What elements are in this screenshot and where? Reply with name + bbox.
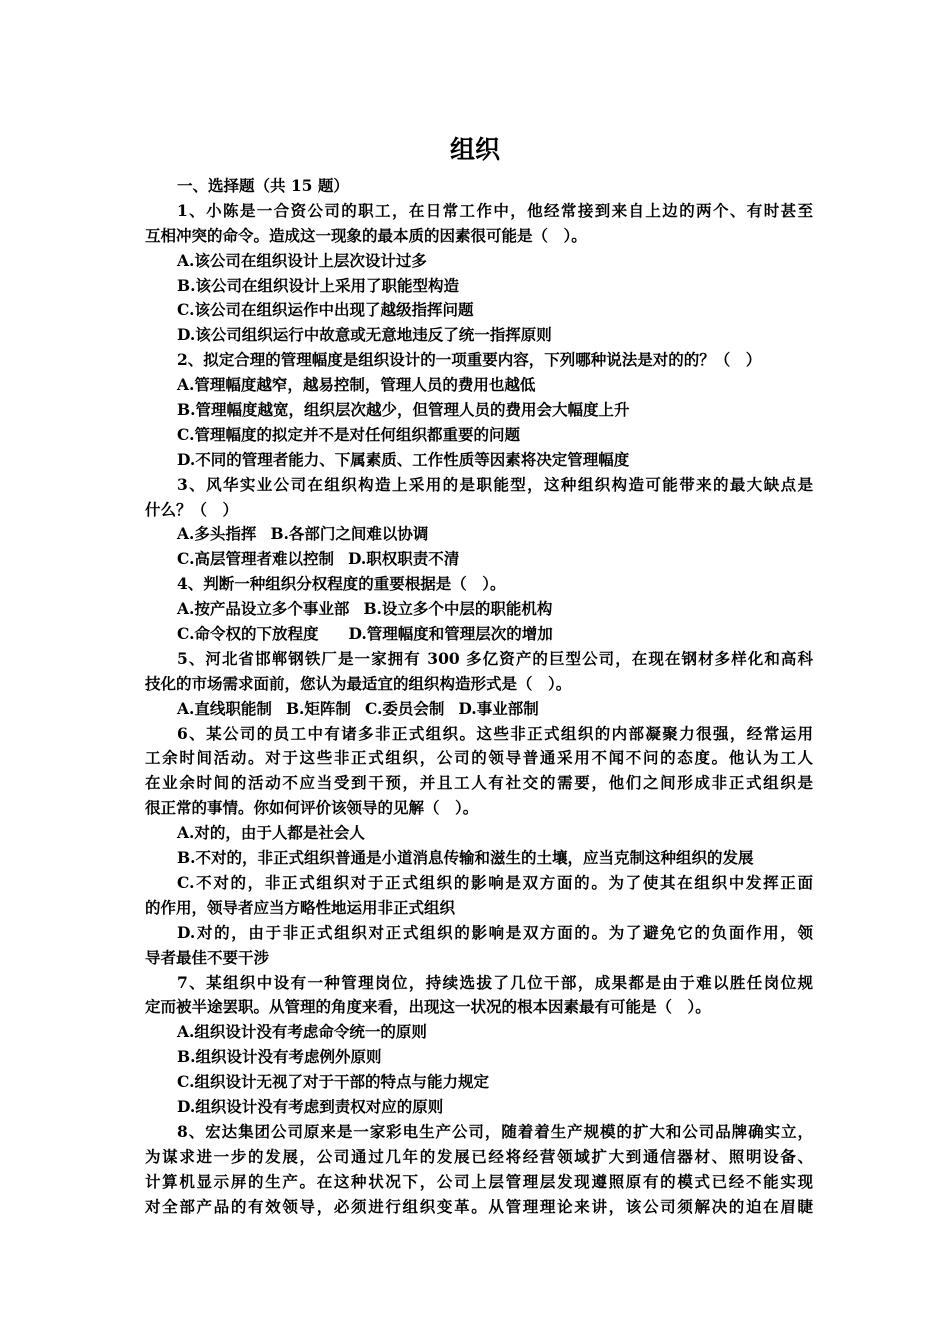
question-2-option-a: A.管理幅度越窄，越易控制，管理人员的费用也越低 (177, 375, 536, 395)
question-7-option-d: D.组织设计没有考虑到责权对应的原则 (177, 1096, 444, 1116)
question-8-stem-line-4: 对全部产品的有效领导，必须进行组织变革。从管理理论来讲，该公司须解决的迫在眉睫 (145, 1196, 813, 1216)
question-7-stem-line-1: 7、某组织中设有一种管理岗位，持续选拔了几位干部，成果都是由于难以胜任岗位规 (177, 972, 813, 992)
question-7-option-a: A.组织设计没有考虑命令统一的原则 (177, 1022, 427, 1042)
question-2-option-b: B.管理幅度越宽，组织层次越少，但管理人员的费用会大幅度上升 (177, 400, 630, 420)
question-6-option-b: B.不对的，非正式组织普通是小道消息传输和滋生的土壤，应当克制这种组织的发展 (177, 848, 754, 868)
question-7-stem-line-2: 定而被半途罢职。从管理的角度来看，出现这一状况的根本因素最有可能是（ ）。 (145, 997, 711, 1017)
question-7-option-c: C.组织设计无视了对于干部的特点与能力规定 (177, 1072, 489, 1092)
question-5-option-a: A.直线职能制 (177, 698, 272, 718)
page-title: 组织 (449, 135, 500, 164)
question-6-stem-line-2: 工余时间活动。对于这些非正式组织，公司的领导普通采用不闻不问的态度。他认为工人 (145, 748, 813, 768)
question-2-stem: 2、拟定合理的管理幅度是组织设计的一项重要内容，下列哪种说法是对的的？（ ） (177, 350, 762, 370)
question-6-option-d-line-1: D.对的，由于非正式组织对正式组织的影响是双方面的。为了避免它的负面作用，领 (177, 922, 813, 942)
question-3-option-d: D.职权职责不清 (347, 549, 460, 569)
question-5-option-b: B.矩阵制 (285, 698, 351, 718)
question-4-options-row-2 (145, 622, 813, 647)
question-1-option-d: D.该公司组织运行中故意或无意地违反了统一指挥原则 (177, 325, 552, 345)
question-1-option-c: C.该公司在组织运作中出现了越级指挥问题 (177, 300, 474, 320)
question-4-option-a: A.按产品设立多个事业部 (177, 599, 350, 619)
question-5-stem-line-2: 技化的市场需求面前，您认为最适宜的组织构造形式是（ ）。 (145, 673, 572, 693)
question-1-option-b: B.该公司在组织设计上采用了职能型构造 (177, 275, 459, 295)
question-7-option-b: B.组织设计没有考虑例外原则 (177, 1047, 382, 1067)
question-2-option-c: C.管理幅度的拟定并不是对任何组织都重要的问题 (177, 424, 520, 444)
question-6-option-a: A.对的，由于人都是社会人 (177, 823, 365, 843)
question-3-options-row-2 (145, 547, 813, 572)
question-6-stem-line-1: 6、某公司的员工中有诸多非正式组织。这些非正式组织的内部凝聚力很强，经常运用 (177, 723, 813, 743)
question-5-stem-line-1: 5、河北省邯郸钢铁厂是一家拥有 300 多亿资产的巨型公司，在现在钢材多样化和高科 (177, 648, 813, 668)
question-6-stem-line-4: 很正常的事情。你如何评价该领导的见解（ ）。 (145, 798, 479, 818)
question-8-stem-line-1: 8、宏达集团公司原来是一家彩电生产公司，随着着生产规模的扩大和公司品牌确实立， (177, 1121, 813, 1141)
question-4-option-d: D.管理幅度和管理层次的增加 (348, 624, 553, 644)
question-5-options-row (145, 697, 813, 722)
question-4-options-row-1 (145, 597, 813, 622)
question-6-option-d-line-2: 导者最佳不要干涉 (145, 947, 270, 967)
question-4-stem: 4、判断一种组织分权程度的重要根据是（ ）。 (177, 574, 506, 594)
question-6-option-c-line-1: C.不对的，非正式组织对于正式组织的影响是双方面的。为了使其在组织中发挥正面 (177, 872, 813, 892)
document-body (145, 174, 813, 1219)
question-4-option-b: B.设立多个中层的职能机构 (363, 599, 553, 619)
question-6-stem-line-3: 在业余时间的活动不应当受到干预，并且工人有社交的需要，他们之间形成非正式组织是 (145, 773, 813, 793)
question-3-option-c: C.高层管理者难以控制 (177, 549, 334, 569)
question-8-stem-line-3: 计算机显示屏的生产。在这种状况下，公司上层管理层发现遵照原有的模式已经不能实现 (145, 1171, 813, 1191)
question-6-option-c-line-2: 的作用，领导者应当方略性地运用非正式组织 (145, 897, 456, 917)
question-3-stem-line-1: 3、风华实业公司在组织构造上采用的是职能型，这种组织构造可能带来的最大缺点是 (177, 474, 813, 494)
question-3-option-a: A.多头指挥 (177, 524, 257, 544)
question-4-option-c: C.命令权的下放程度 (177, 624, 319, 644)
question-1-stem-line-2: 互相冲突的命令。造成这一现象的最本质的因素很可能是（ ）。 (145, 225, 587, 245)
question-5-option-d: D.事业部制 (458, 698, 539, 718)
question-3-stem-line-2: 什么？（ ） (145, 499, 239, 519)
question-1-option-a: A.该公司在组织设计上层次设计过多 (177, 250, 427, 270)
question-8-stem-line-2: 为谋求进一步的发展，公司通过几年的发展已经将经营领域扩大到通信器材、照明设备、 (145, 1146, 813, 1166)
question-5-option-c: C.委员会制 (364, 698, 445, 718)
question-2-option-d: D.不同的管理者能力、下属素质、工作性质等因素将决定管理幅度 (177, 449, 630, 469)
section-heading: 一、选择题（共 15 题） (177, 176, 349, 195)
question-3-option-b: B.各部门之间难以协调 (270, 524, 429, 544)
question-1-stem-line-1: 1、小陈是一合资公司的职工，在日常工作中，他经常接到来自上边的两个、有时甚至 (177, 200, 813, 220)
question-3-options-row-1 (145, 522, 813, 547)
